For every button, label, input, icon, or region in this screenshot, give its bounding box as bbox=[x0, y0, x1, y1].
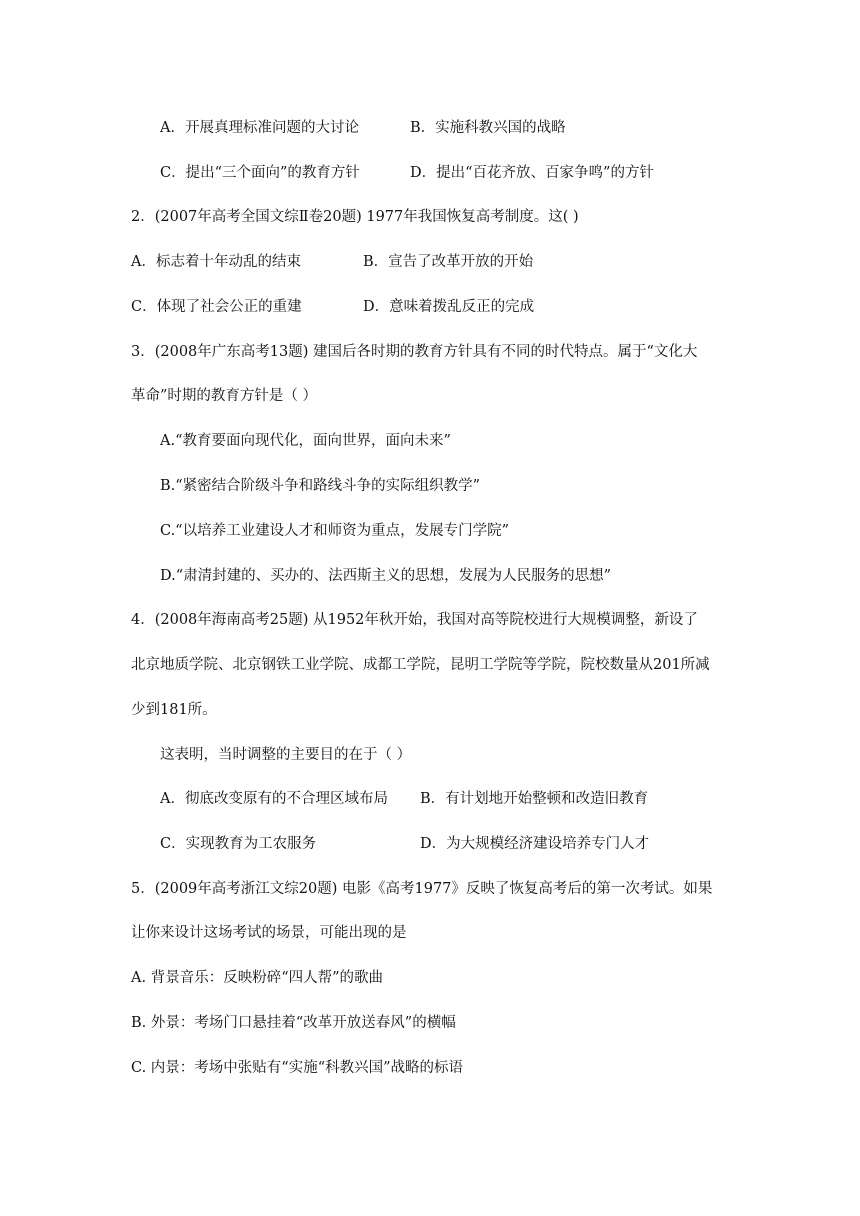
q4-stem-line-1: 4．(2008年海南高考25题) 从1952年秋开始，我国对高等院校进行大规模调整，新设了 bbox=[131, 612, 698, 628]
q1-option-a: A．开展真理标准问题的大讨论 bbox=[160, 120, 359, 136]
q1-option-d: D．提出“百花齐放、百家争鸣”的方针 bbox=[410, 165, 654, 181]
q4-stem-line-2: 北京地质学院、北京钢铁工业学院、成都工学院，昆明工学院等学院，院校数量从201所减 bbox=[131, 657, 710, 673]
q2-option-a: A．标志着十年动乱的结束 bbox=[131, 254, 301, 270]
q1-option-c: C．提出“三个面向”的教育方针 bbox=[160, 165, 360, 181]
q2-stem: 2．(2007年高考全国文综Ⅱ卷20题) 1977年我国恢复高考制度。这( ) bbox=[131, 209, 579, 225]
q1-option-b: B．实施科教兴国的战略 bbox=[410, 120, 566, 136]
q4-option-d: D．为大规模经济建设培养专门人才 bbox=[420, 836, 650, 852]
q3-option-d: D.“肃清封建的、买办的、法西斯主义的思想，发展为人民服务的思想” bbox=[160, 568, 612, 584]
q4-stem-line-3: 少到181所。 bbox=[131, 702, 217, 718]
q4-option-b: B．有计划地开始整顿和改造旧教育 bbox=[420, 791, 649, 807]
q5-option-a: A. 背景音乐：反映粉碎“四人帮”的歌曲 bbox=[131, 970, 384, 986]
q3-stem-line-1: 3．(2008年广东高考13题) 建国后各时期的教育方针具有不同的时代特点。属于“文化大 bbox=[131, 344, 698, 360]
q3-stem-line-2: 革命”时期的教育方针是（ ） bbox=[131, 388, 318, 404]
q3-option-b: B.“紧密结合阶级斗争和路线斗争的实际组织教学” bbox=[160, 478, 481, 494]
q2-option-b: B．宣告了改革开放的开始 bbox=[363, 254, 534, 270]
q3-option-c: C.“以培养工业建设人才和师资为重点，发展专门学院” bbox=[160, 523, 510, 539]
q2-option-c: C．体现了社会公正的重建 bbox=[131, 299, 302, 315]
q5-stem-line-1: 5．(2009年高考浙江文综20题) 电影《高考1977》反映了恢复高考后的第一次考试。如果 bbox=[131, 881, 713, 897]
q4-stem-line-4: 这表明，当时调整的主要目的在于（ ） bbox=[160, 747, 412, 763]
q2-option-d: D．意味着拨乱反正的完成 bbox=[363, 299, 535, 315]
q4-option-a: A．彻底改变原有的不合理区域布局 bbox=[160, 791, 388, 807]
q5-option-b: B. 外景：考场门口悬挂着“改革开放送春风”的横幅 bbox=[131, 1015, 456, 1031]
q5-stem-line-2: 让你来设计这场考试的场景，可能出现的是 bbox=[131, 925, 407, 941]
q4-option-c: C．实现教育为工农服务 bbox=[160, 836, 317, 852]
q5-option-c: C. 内景：考场中张贴有“实施“科教兴国”战略的标语 bbox=[131, 1060, 464, 1076]
q3-option-a: A.“教育要面向现代化，面向世界，面向未来” bbox=[160, 433, 451, 449]
